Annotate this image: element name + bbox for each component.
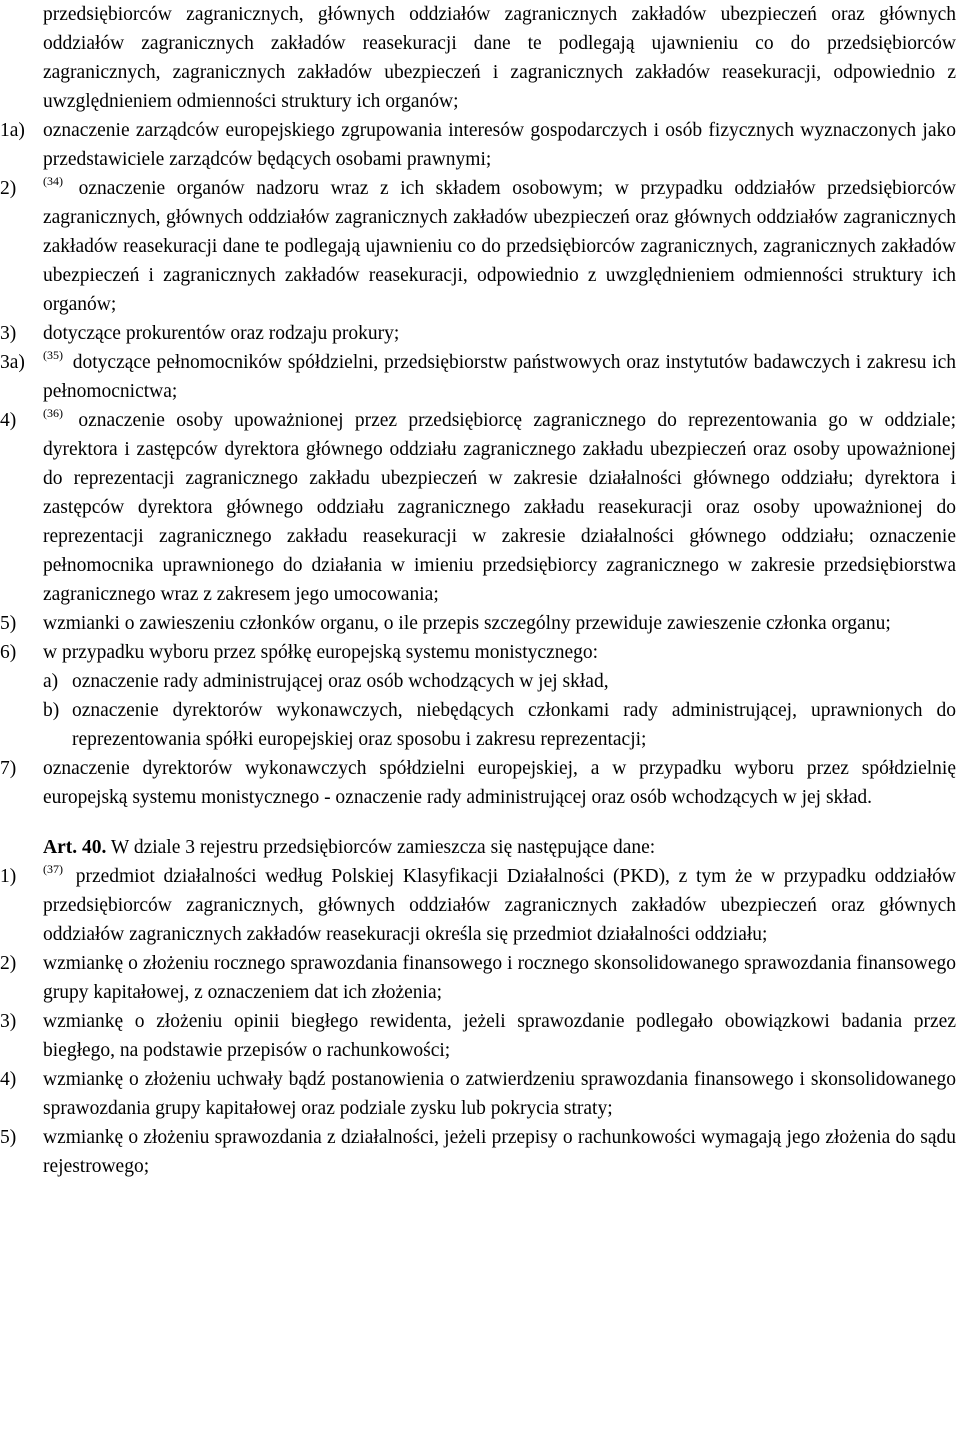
footnote-ref: (34) xyxy=(43,174,63,188)
item-text: wzmiankę o złożeniu uchwały bądź postanowienia o zatwierdzeniu sprawozdania finansowego i skonsolidowanego sprawozdania grupy kapitałowej oraz podziale zysku lub pokrycia straty; xyxy=(43,1069,956,1119)
list-item-6 xyxy=(0,638,956,667)
item-text: wzmianki o zawieszeniu członków organu, o ile przepis szczególny przewiduje zawieszenie członka organu; xyxy=(43,613,891,634)
item-number: 7) xyxy=(0,758,17,779)
item-number: 1a) xyxy=(0,120,25,141)
sub-item-text: oznaczenie dyrektorów wykonawczych, niebędących członkami rady administrującej, uprawnionych do reprezentowania spółki europejskiej oraz sposobu i zakresu reprezentacji; xyxy=(72,700,956,750)
sub-item-letter: a) xyxy=(43,671,59,692)
list-item-3a xyxy=(0,348,956,406)
art40-item-2 xyxy=(0,949,956,1007)
list-item-2 xyxy=(0,174,956,319)
item-text: przedsiębiorców zagranicznych, głównych oddziałów zagranicznych zakładów ubezpieczeń oraz głównych oddziałów zagranicznych zakładów reasekuracji dane te podlegają ujawnieniu co do przedsiębiorców zagranicznych, zagranicznych zakładów ubezpieczeń i zagranicznych zakładów reasekuracji, odpowiednio z uwzględnieniem odmienności struktury ich organów; xyxy=(43,4,956,112)
item-text: oznaczenie organów nadzoru wraz z ich składem osobowym; w przypadku oddziałów przedsiębiorców zagranicznych, głównych oddziałów zagranicznych zakładów ubezpieczeń oraz głównych oddziałów zagranicznych zakładów reasekuracji dane te podlegają ujawnieniu co do przedsiębiorców zagranicznych, zagranicznych zakładów ubezpieczeń i zagranicznych zakładów reasekuracji, odpowiednio z uwzględnieniem odmienności struktury ich organów; xyxy=(43,178,956,315)
article-intro: W dziale 3 rejestru przedsiębiorców zamieszcza się następujące dane: xyxy=(110,837,656,858)
sub-item-letter: b) xyxy=(43,700,60,721)
art40-item-5 xyxy=(0,1123,956,1181)
item-number: 5) xyxy=(0,1127,17,1148)
item-number: 4) xyxy=(0,410,17,431)
item-text: dotyczące prokurentów oraz rodzaju prokury; xyxy=(43,323,400,344)
item-number: 2) xyxy=(0,953,17,974)
item-number: 1) xyxy=(0,866,17,887)
footnote-ref: (36) xyxy=(43,406,63,420)
item-number: 2) xyxy=(0,178,17,199)
sub-item-text: oznaczenie rady administrującej oraz osób wchodzących w jej skład, xyxy=(72,671,609,692)
sub-item-b xyxy=(0,696,956,754)
footnote-ref: (37) xyxy=(43,862,63,876)
art40-item-1 xyxy=(0,862,956,949)
item-text: przedmiot działalności według Polskiej Klasyfikacji Działalności (PKD), z tym że w przypadku oddziałów przedsiębiorców zagranicznych, głównych oddziałów zagranicznych zakładów ubezpieczeń oraz głównych oddziałów zagranicznych zakładów reasekuracji określa się przedmiot działalności oddziału; xyxy=(43,866,957,945)
footnote-ref: (35) xyxy=(43,348,63,362)
list-item-7 xyxy=(0,754,956,812)
item-text: wzmiankę o złożeniu sprawozdania z działalności, jeżeli przepisy o rachunkowości wymagają jego złożenia do sądu rejestrowego; xyxy=(43,1127,956,1177)
item-number: 5) xyxy=(0,613,17,634)
list-item-1a xyxy=(0,116,956,174)
item-text: oznaczenie osoby upoważnionej przez przedsiębiorcę zagranicznego do reprezentowania go w oddziale; dyrektora i zastępców dyrektora głównego oddziału zagranicznego zakładu ubezpieczeń oraz osoby upoważnionej do reprezentacji zagranicznego zakładu ubezpieczeń w zakresie działalności głównego oddziału; dyrektora i zastępców dyrektora głównego oddziału zagranicznego zakładu reasekuracji oraz osoby upoważnionej do reprezentacji zagranicznego zakładu reasekuracji w zakresie działalności głównego oddziału; oznaczenie pełnomocnika uprawnionego do działania w imieniu przedsiębiorcy zagranicznego w zakresie przedsiębiorstwa zagranicznego wraz z zakresem jego umocowania; xyxy=(43,410,956,605)
item-1-continuation xyxy=(0,0,956,116)
list-item-5 xyxy=(0,609,956,638)
item-text: oznaczenie dyrektorów wykonawczych spółdzielni europejskiej, a w przypadku wyboru przez spółdzielnię europejską systemu monistycznego - oznaczenie rady administrującej oraz osób wchodzących w jej skład. xyxy=(43,758,956,808)
item-text: wzmiankę o złożeniu rocznego sprawozdania finansowego i rocznego skonsolidowanego sprawozdania finansowego grupy kapitałowej, z oznaczeniem dat ich złożenia; xyxy=(43,953,956,1003)
item-text: w przypadku wyboru przez spółkę europejską systemu monistycznego: xyxy=(43,642,599,663)
item-number: 3) xyxy=(0,323,17,344)
list-item-3 xyxy=(0,319,956,348)
art40-item-4 xyxy=(0,1065,956,1123)
article-label: Art. 40. xyxy=(43,837,107,858)
item-number: 3a) xyxy=(0,352,25,373)
item-text: dotyczące pełnomocników spółdzielni, przedsiębiorstw państwowych oraz instytutów badawczych i zakresu ich pełnomocnictwa; xyxy=(43,352,956,402)
item-number: 4) xyxy=(0,1069,17,1090)
article-heading xyxy=(0,833,956,862)
list-item-4 xyxy=(0,406,956,609)
item-text: wzmiankę o złożeniu opinii biegłego rewidenta, jeżeli sprawozdanie podlegało obowiązkowi badania przez biegłego, na podstawie przepisów o rachunkowości; xyxy=(43,1011,956,1061)
sub-item-a xyxy=(0,667,956,696)
item-number: 6) xyxy=(0,642,17,663)
item-text: oznaczenie zarządców europejskiego zgrupowania interesów gospodarczych i osób fizycznych wyznaczonych jako przedstawiciele zarządców będących osobami prawnymi; xyxy=(43,120,956,170)
item-number: 3) xyxy=(0,1011,17,1032)
art40-item-3 xyxy=(0,1007,956,1065)
